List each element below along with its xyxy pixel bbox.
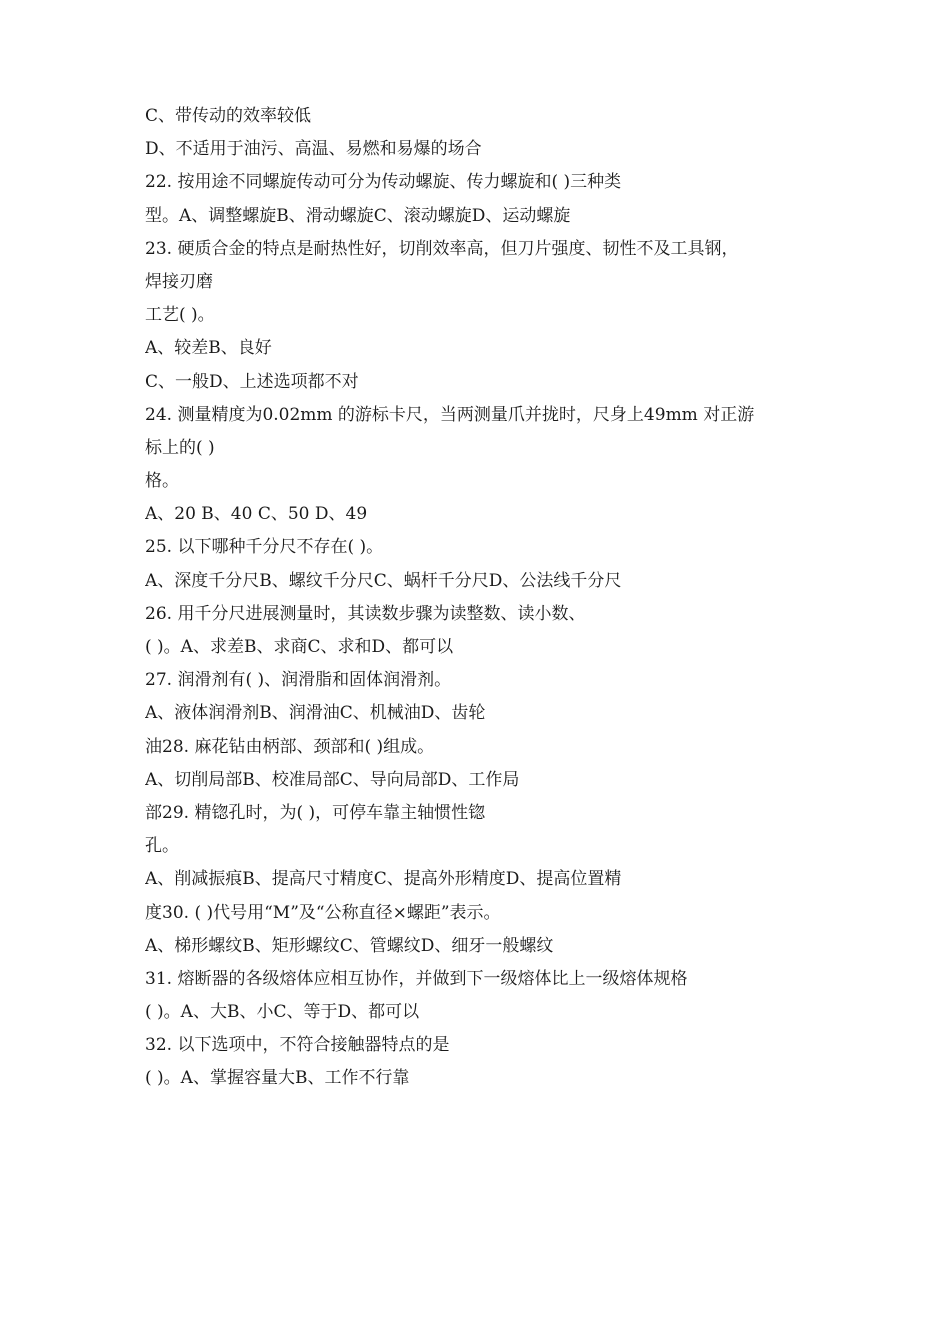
answer-options: C、一般D、上述选项都不对 [145,371,359,392]
answer-options: A、切削局部B、校准局部C、导向局部D、工作局 [145,769,520,790]
question-25: 25. 以下哪种千分尺不存在( )。 [145,537,384,558]
text-line: 工艺( )。 [145,305,215,326]
question-30: 度30. ( )代号用“M”及“公称直径×螺距”表示。 [145,902,501,923]
question-29: 部29. 精锪孔时，为( )，可停车靠主轴惯性锪 [145,802,486,823]
answer-options: A、深度千分尺B、螺纹千分尺C、蜗杆千分尺D、公法线千分尺 [145,570,622,591]
question-28: 油28. 麻花钻由柄部、颈部和( )组成。 [145,736,435,757]
question-24: 24. 测量精度为0.02mm 的游标卡尺，当两测量爪并拢时，尺身上49mm 对正游 [145,404,755,425]
answer-options: A、梯形螺纹B、矩形螺纹C、管螺纹D、细牙一般螺纹 [145,935,554,956]
answer-options: A、削减振痕B、提高尺寸精度C、提高外形精度D、提高位置精 [145,869,622,890]
answer-options: A、液体润滑剂B、润滑油C、机械油D、齿轮 [145,703,486,724]
document-body [145,100,825,1096]
text-line: 标上的( ) [145,437,215,458]
text-line: 型。A、调整螺旋B、滑动螺旋C、滚动螺旋D、运动螺旋 [145,205,571,226]
answer-options: ( )。A、大B、小C、等于D、都可以 [145,1002,420,1023]
answer-options: A、20 B、40 C、50 D、49 [145,504,368,525]
text-line: 孔。 [145,836,179,857]
answer-options: ( )。A、掌握容量大B、工作不行靠 [145,1068,410,1089]
question-22: 22. 按用途不同螺旋传动可分为传动螺旋、传力螺旋和( )三种类 [145,172,622,193]
answer-options: A、较差B、良好 [145,338,272,359]
question-26: 26. 用千分尺进展测量时，其读数步骤为读整数、读小数、 [145,603,586,624]
question-32: 32. 以下选项中，不符合接触器特点的是 [145,1035,450,1056]
text-line: 焊接刃磨 [145,271,213,292]
text-line: 格。 [145,471,179,492]
text-line: D、不适用于油污、高温、易燃和易爆的场合 [145,139,482,160]
question-23: 23. 硬质合金的特点是耐热性好，切削效率高，但刀片强度、韧性不及工具钢， [145,238,739,259]
question-31: 31. 熔断器的各级熔体应相互协作，并做到下一级熔体比上一级熔体规格 [145,968,688,989]
answer-options: ( )。A、求差B、求商C、求和D、都可以 [145,637,454,657]
text-line: C、带传动的效率较低 [145,106,312,126]
question-27: 27. 润滑剂有( )、润滑脂和固体润滑剂。 [145,670,452,691]
